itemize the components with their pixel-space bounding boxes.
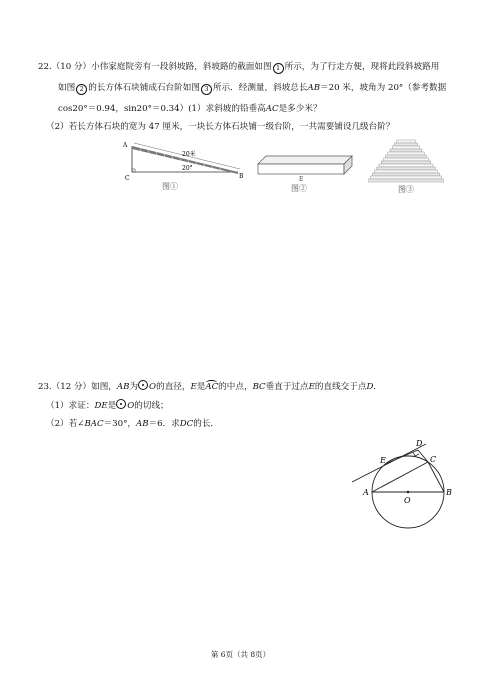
q23-line-3: （2）若∠BAC＝30°，AB＝6．求DC的长． [46,419,220,429]
stair-step [379,164,433,167]
stair-step [383,158,428,161]
circle-symbol [116,399,126,409]
q22-line-2: 如图 2 的长方体石块铺成石台阶如图 3 所示．经测量，斜坡总长AB＝20 米，坡角为 20°（参考数据 [58,83,447,93]
page-footer: 第 6页（共 8页） [210,650,271,659]
q22-figure-3 [368,138,444,184]
stair-step [368,179,444,182]
fig-label-a: A [363,488,369,497]
fig1-label-b: B [239,173,244,180]
q22-figure-2 [256,150,354,184]
stair-step [394,143,417,146]
stair-step [392,146,420,149]
fig-ref-2: 2 [76,84,87,95]
fig2-caption: 图② [291,184,307,193]
q23-line-1: 23.（12 分）如图，AB为 O的直径，E是AC的中点，BC垂直于过点E的直线交于点D． [38,382,382,392]
fig-label-d: D [416,439,423,448]
arc-ac: AC [205,382,219,392]
stair-step [386,155,427,158]
stair-step [390,149,422,152]
fig1-caption: 图① [162,182,178,191]
stair-step [372,173,439,176]
stair-step [381,161,431,164]
fig-label-e: E [380,456,386,465]
q23-figure [340,432,460,554]
stair-step [370,176,442,179]
q22-line-1: 22.（10 分）小伟家庭院旁有一段斜坡路，斜坡路的截面如图 1 所示，为了行走方便，现将此段斜坡路用 [38,62,440,72]
q22-line-3: cos20°＝0.94，sin20°＝0.34）(1）求斜坡的铅垂高AC是多少米？ [58,104,322,114]
q23-line-2: （1）求证：DE是 O的切线； [46,401,169,411]
fig2-label-e: E [299,176,304,183]
fig-label-o: O [404,496,411,505]
stair-step [377,167,435,170]
fig3-caption: 图③ [398,185,414,194]
fig1-length-label: 20米 [182,151,196,158]
stair-step [397,140,416,143]
fig1-label-a: A [123,142,128,149]
fig1-label-c: C [125,175,130,182]
q22-figure-1 [120,138,245,188]
fig-label-b: B [446,488,452,497]
circle-symbol [138,380,148,390]
fig-ref-1: 1 [273,63,284,74]
fig1-angle-label: 20° [182,165,193,172]
stair-step [375,170,438,173]
q22-line-4: （2）若长方体石块的宽为 47 厘米，一块长方体石块铺一级台阶，一共需要铺设几级台阶？ [46,122,395,132]
fig-label-c: C [430,455,437,464]
fig-ref-3: 3 [201,84,212,95]
stair-step [388,152,424,155]
